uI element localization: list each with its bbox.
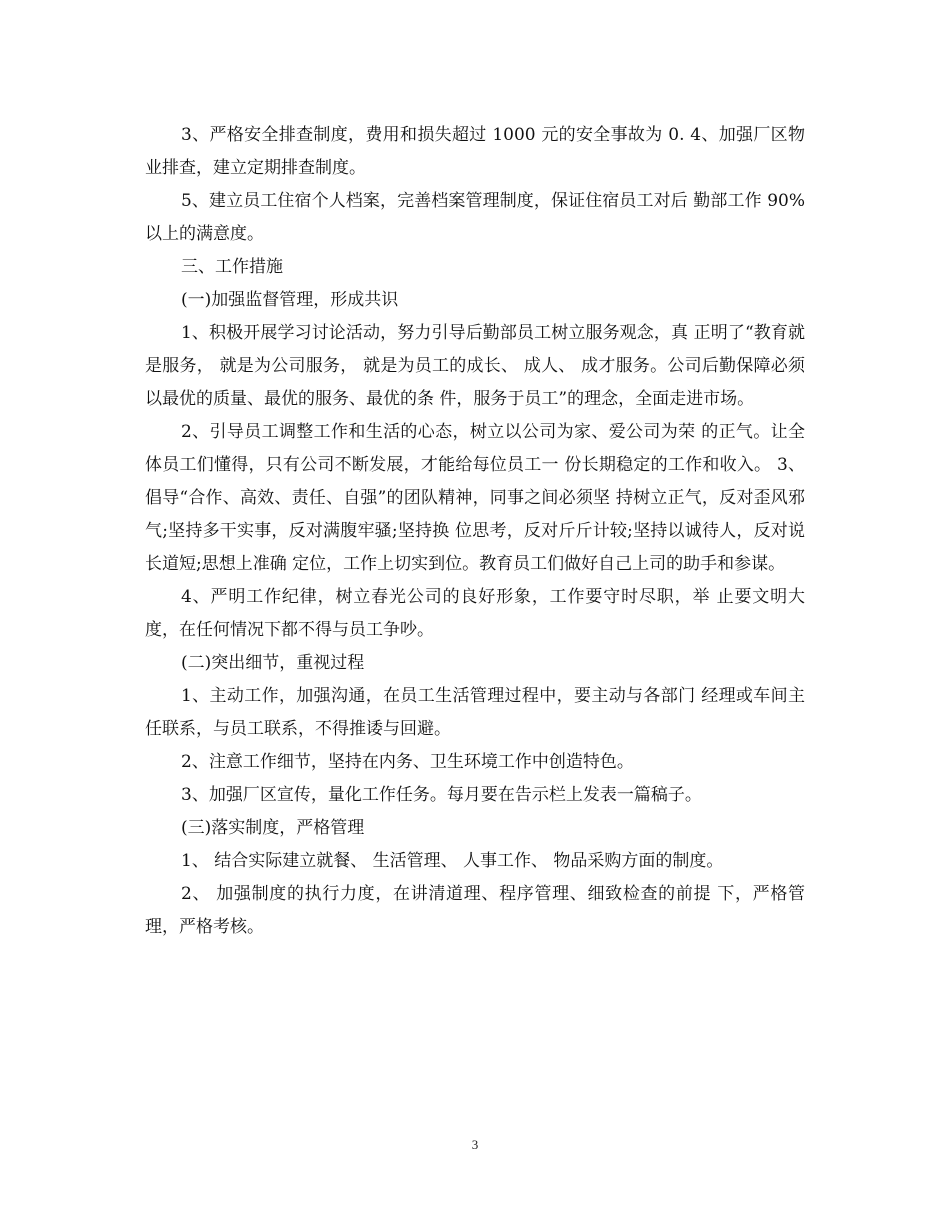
paragraph-work-details: 2、注意工作细节，坚持在内务、卫生环境工作中创造特色。 xyxy=(181,752,634,772)
page-number: 3 xyxy=(471,1137,479,1152)
paragraph-enforcement: 2、 加强制度的执行力度，在讲清道理、程序管理、细致检查的前提 下，严格管理，严格考核。 xyxy=(145,884,805,937)
subsection-heading-regulations: (三)落实制度，严格管理 xyxy=(181,818,365,838)
paragraph-safety-inspection: 3、严格安全排查制度，费用和损失超过 1000 元的安全事故为 0. 4、加强厂区物业排查，建立定期排查制度。 xyxy=(145,125,805,178)
paragraph-establish-rules: 1、 结合实际建立就餐、 生活管理、 人事工作、 物品采购方面的制度。 xyxy=(181,851,724,871)
paragraph-employee-mindset: 2、引导员工调整工作和生活的心态，树立以公司为家、爱公司为荣 的正气。让全体员工们懂得，只有公司不断发展，才能给每位员工一 份长期稳定的工作和收入。 3、倡导“合作、高效、责任、自强”的团队精神，同事之间必须坚 持树立正气，反对歪风邪气;坚持多干实事，反对满腹牢骚;坚持换 位思考，反对斤斤计较;坚持以诚待人，反对说长道短;思想上准确 定位，工作上切实到位。教育员工们做好自己上司的助手和参谋。 xyxy=(145,422,805,574)
section-heading-work-measures: 三、工作措施 xyxy=(181,257,283,277)
paragraph-work-discipline: 4、严明工作纪律，树立春光公司的良好形象，工作要守时尽职，举 止要文明大度，在任何情况下都不得与员工争吵。 xyxy=(145,587,805,640)
paragraph-publicity: 3、加强厂区宣传，量化工作任务。每月要在告示栏上发表一篇稿子。 xyxy=(181,785,702,805)
subsection-heading-supervision: (一)加强监督管理，形成共识 xyxy=(181,290,399,310)
document-body xyxy=(145,119,805,944)
paragraph-study-activities: 1、积极开展学习讨论活动，努力引导后勤部员工树立服务观念，真 正明了“教育就是服务， 就是为公司服务， 就是为员工的成长、 成人、 成才服务。公司后勤保障必须以最优的质量、最优的服务、最优的条 件，服务于员工”的理念，全面走进市场。 xyxy=(145,323,805,409)
subsection-heading-details: (二)突出细节，重视过程 xyxy=(181,653,365,673)
paragraph-dormitory-records: 5、建立员工住宿个人档案，完善档案管理制度，保证住宿员工对后 勤部工作 90%以上的满意度。 xyxy=(145,191,805,244)
paragraph-communication: 1、主动工作，加强沟通，在员工生活管理过程中，要主动与各部门 经理或车间主任联系，与员工联系，不得推诿与回避。 xyxy=(145,686,805,739)
